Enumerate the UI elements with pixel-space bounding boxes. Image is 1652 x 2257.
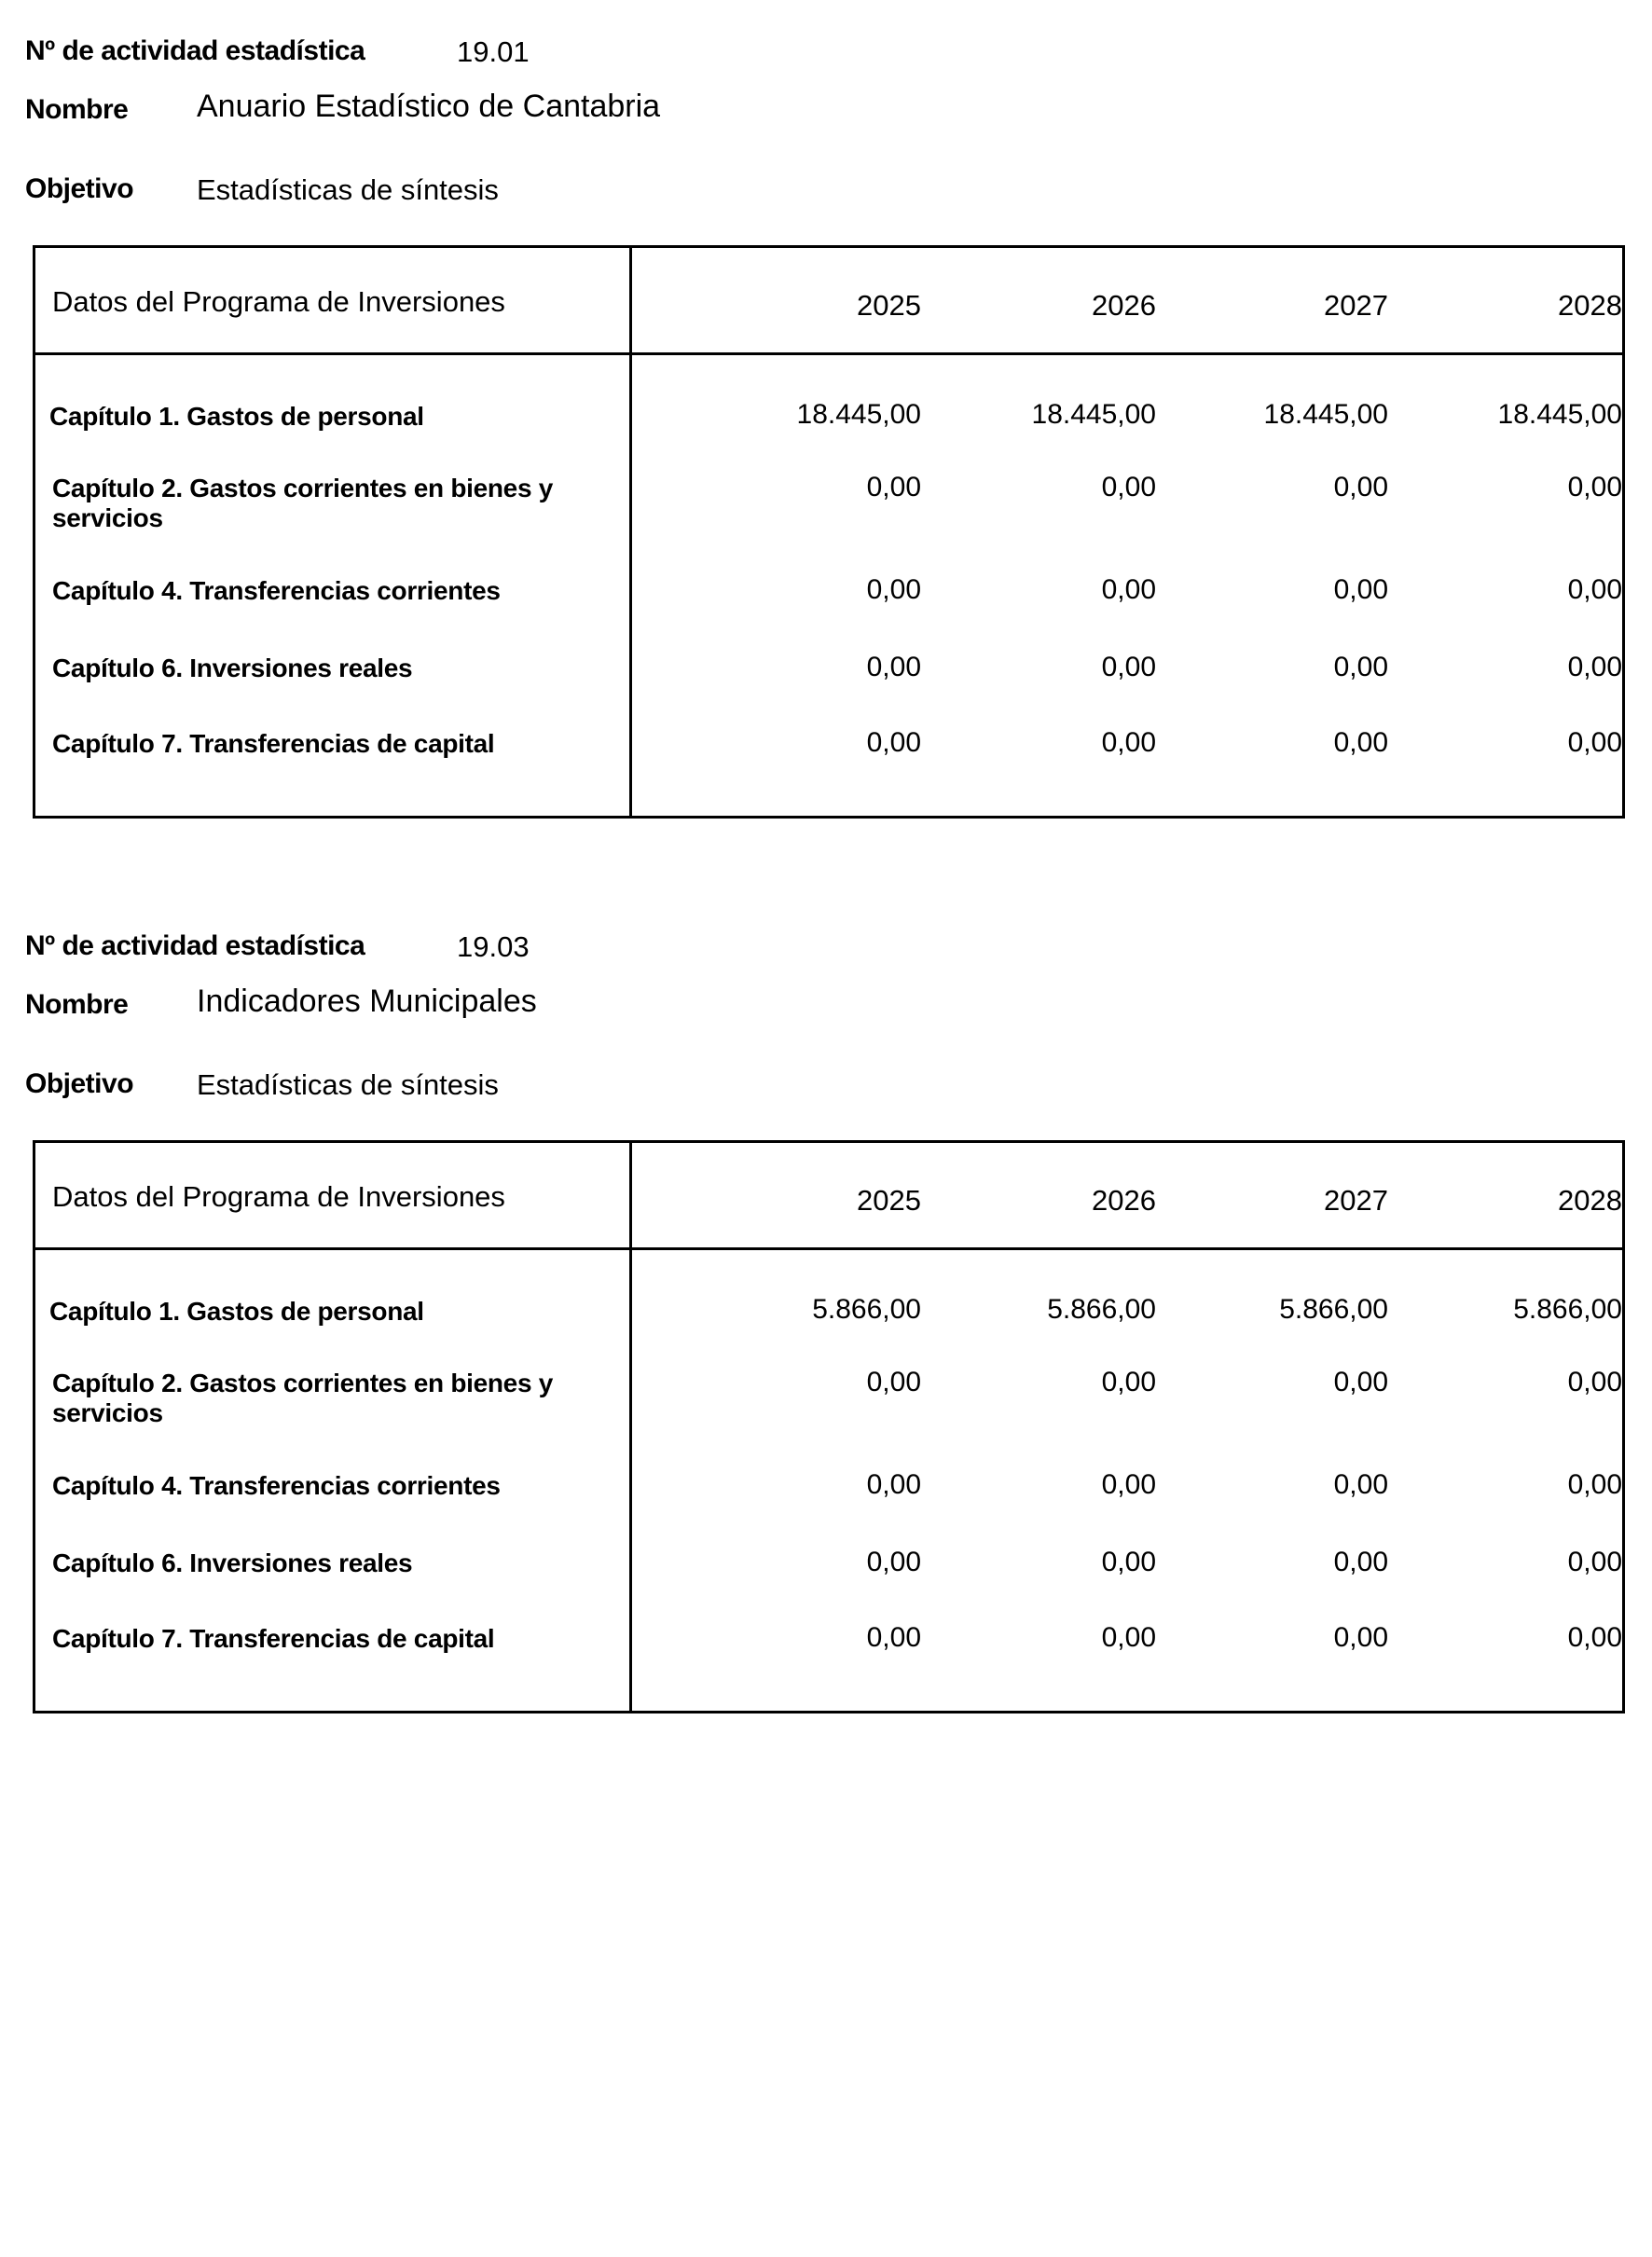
header-divider	[35, 352, 1622, 355]
row-value: 0,00	[1101, 1367, 1156, 1397]
row-value: 0,00	[1567, 1367, 1622, 1397]
objective-value: Estadísticas de síntesis	[197, 1068, 499, 1101]
row-value: 0,00	[1567, 574, 1622, 605]
row-value: 0,00	[1333, 652, 1388, 682]
row-value: 0,00	[1567, 652, 1622, 682]
row-label: Capítulo 2. Gastos corrientes en bienes y servicios	[52, 474, 553, 532]
row-value: 18.445,00	[1263, 399, 1388, 430]
year-header: 2025	[857, 1184, 921, 1217]
year-header: 2026	[1092, 1184, 1156, 1217]
row-value: 0,00	[1567, 727, 1622, 758]
row-value: 0,00	[866, 1622, 921, 1653]
row-label: Capítulo 4. Transferencias corrientes	[52, 1471, 501, 1500]
row-value: 18.445,00	[1031, 399, 1156, 430]
row-label: Capítulo 7. Transferencias de capital	[52, 729, 495, 758]
row-label: Capítulo 6. Inversiones reales	[52, 1548, 413, 1577]
row-label: Capítulo 6. Inversiones reales	[52, 654, 413, 682]
row-value: 0,00	[1101, 574, 1156, 605]
year-header: 2027	[1324, 1184, 1388, 1217]
row-value: 0,00	[866, 574, 921, 605]
row-value: 0,00	[1567, 1469, 1622, 1500]
objective-label: Objetivo	[25, 1068, 134, 1099]
table-header-title: Datos del Programa de Inversiones	[52, 285, 505, 318]
row-value: 0,00	[1101, 727, 1156, 758]
row-value: 5.866,00	[1047, 1294, 1156, 1325]
row-label: Capítulo 1. Gastos de personal	[49, 1297, 424, 1326]
row-label: Capítulo 4. Transferencias corrientes	[52, 576, 501, 605]
column-divider	[629, 248, 632, 816]
row-value: 0,00	[1333, 574, 1388, 605]
row-value: 0,00	[1101, 472, 1156, 502]
row-label: Capítulo 2. Gastos corrientes en bienes y servicios	[52, 1369, 553, 1427]
row-value: 5.866,00	[812, 1294, 921, 1325]
investment-table	[33, 245, 1625, 819]
header-divider	[35, 1247, 1622, 1250]
row-value: 18.445,00	[1497, 399, 1622, 430]
year-header: 2026	[1092, 289, 1156, 322]
row-value: 0,00	[1101, 1547, 1156, 1577]
investment-table	[33, 1140, 1625, 1713]
name-value: Indicadores Municipales	[197, 984, 537, 1019]
row-value: 0,00	[866, 727, 921, 758]
year-header: 2027	[1324, 289, 1388, 322]
row-value: 0,00	[1101, 1622, 1156, 1653]
row-value: 0,00	[1333, 472, 1388, 502]
column-divider	[629, 1143, 632, 1711]
activity-number-value: 19.01	[457, 35, 530, 68]
row-value: 18.445,00	[796, 399, 921, 430]
row-value: 0,00	[1333, 1622, 1388, 1653]
row-value: 5.866,00	[1513, 1294, 1622, 1325]
row-value: 0,00	[866, 1547, 921, 1577]
year-header: 2028	[1558, 1184, 1622, 1217]
activity-number-value: 19.03	[457, 930, 530, 963]
row-label: Capítulo 1. Gastos de personal	[49, 402, 424, 431]
year-header: 2025	[857, 289, 921, 322]
row-value: 0,00	[866, 472, 921, 502]
activity-number-label: Nº de actividad estadística	[25, 930, 365, 961]
row-value: 0,00	[1567, 1547, 1622, 1577]
year-header: 2028	[1558, 289, 1622, 322]
row-value: 0,00	[866, 1367, 921, 1397]
row-value: 5.866,00	[1279, 1294, 1388, 1325]
row-value: 0,00	[1567, 1622, 1622, 1653]
row-value: 0,00	[1333, 1367, 1388, 1397]
name-value: Anuario Estadístico de Cantabria	[197, 89, 661, 124]
row-value: 0,00	[866, 1469, 921, 1500]
row-value: 0,00	[1567, 472, 1622, 502]
row-value: 0,00	[1333, 1547, 1388, 1577]
row-value: 0,00	[866, 652, 921, 682]
row-value: 0,00	[1101, 652, 1156, 682]
name-label: Nombre	[25, 989, 129, 1020]
row-value: 0,00	[1101, 1469, 1156, 1500]
activity-number-label: Nº de actividad estadística	[25, 35, 365, 66]
objective-label: Objetivo	[25, 173, 134, 204]
row-label: Capítulo 7. Transferencias de capital	[52, 1624, 495, 1653]
row-value: 0,00	[1333, 1469, 1388, 1500]
row-value: 0,00	[1333, 727, 1388, 758]
name-label: Nombre	[25, 94, 129, 125]
objective-value: Estadísticas de síntesis	[197, 173, 499, 206]
table-header-title: Datos del Programa de Inversiones	[52, 1180, 505, 1213]
